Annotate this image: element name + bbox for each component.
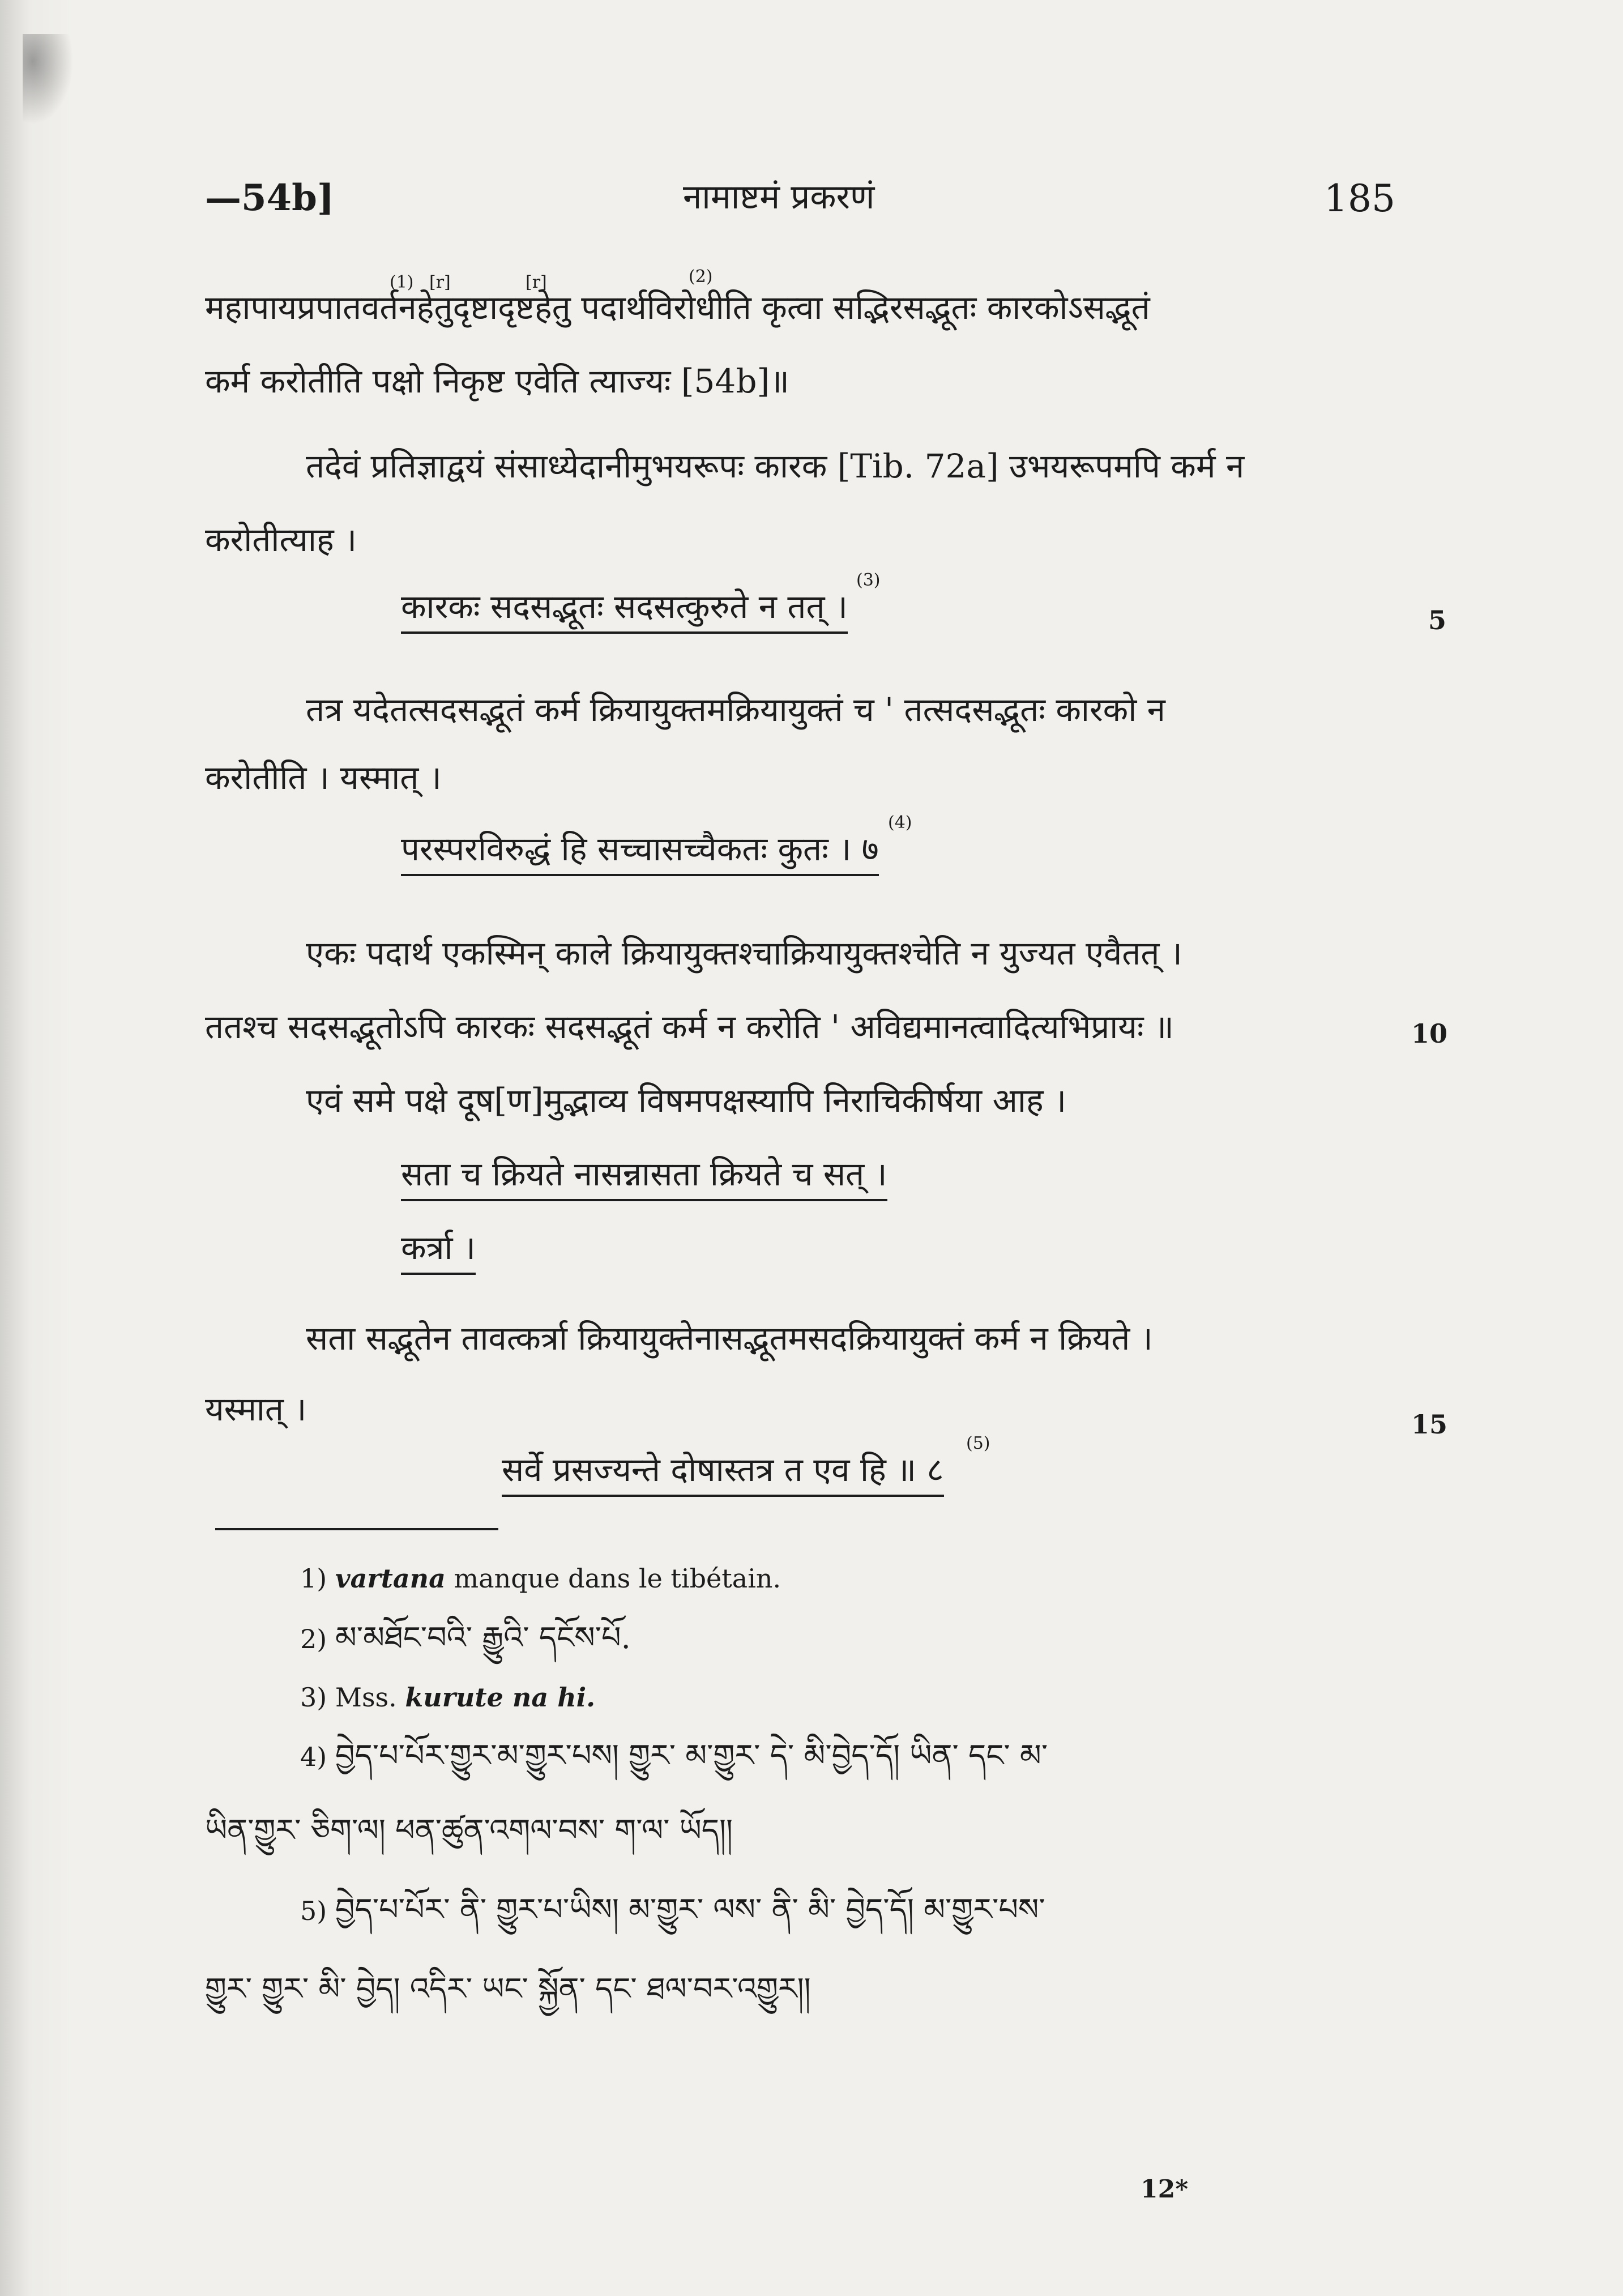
verse-line-1	[401, 588, 848, 626]
footnote-3	[300, 1682, 595, 1713]
footnote-4-number: 4)	[300, 1742, 327, 1772]
line-number-10: 10	[1411, 1018, 1448, 1049]
footnote-2-text: མ་མཐོང་བའི་ རྒྱུའི་ དངོས་པོ.	[335, 1620, 631, 1655]
footnote-1-term: vartana	[335, 1563, 446, 1594]
body-line-3: तदेवं प्रतिज्ञाद्वयं संसाध्येदानीमुभयरूपः कारक [Tib. 72a] उभयरूपमपि कर्म न	[306, 447, 1245, 485]
verse-text-3: सता च क्रियते नासन्नासता क्रियते च सत् ।	[401, 1155, 887, 1201]
editor-mark-r1: [r]	[429, 272, 451, 292]
footnote-2-number: 2)	[300, 1624, 327, 1654]
footnote-5-continued	[205, 1971, 811, 2008]
verse-line-3	[401, 1155, 887, 1193]
footnote-5-text-cont: གྱུར་ གྱུར་ མི་ བྱེད། འདིར་ ཡང་ སྐྱོན་ དང་ ཐལ་བར་འགྱུར།།	[205, 1971, 811, 2007]
footnote-1-number: 1)	[300, 1563, 327, 1594]
scan-corner-mark	[23, 34, 74, 125]
body-line-11: यस्मात् ।	[205, 1390, 307, 1428]
footnote-4-continued	[205, 1812, 733, 1849]
footnote-1-text: manque dans le tibétain.	[445, 1563, 781, 1594]
line-number-5: 5	[1428, 605, 1447, 635]
footnote-4-text-cont: ཡིན་གྱུར་ ཅིག་ལ། ཕན་ཚུན་འགལ་བས་ ག་ལ་ ཡོད།།	[205, 1812, 733, 1848]
running-header-left: —54b]	[205, 177, 335, 219]
footnote-marker-5: (5)	[966, 1433, 990, 1453]
body-line-1: महापायप्रपातवर्तनहेतुदृष्टादृष्टहेतु पदार्थविरोधीति कृत्वा सद्भिरसद्भूतः कारकोऽसद्भूतं	[205, 288, 1150, 327]
editor-mark-r2: [r]	[526, 272, 547, 292]
verse-text-2: परस्परविरुद्धं हि सच्चासच्चैकतः कुतः । ७	[401, 830, 879, 876]
verse-text-1: कारकः सदसद्भूतः सदसत्कुरुते न तत् ।	[401, 587, 848, 634]
body-line-9: एवं समे पक्षे दूष[ण]मुद्भाव्य विषमपक्षस्यापि निराचिकीर्षया आह ।	[306, 1081, 1067, 1120]
footnote-3-term: kurute na hi.	[405, 1682, 596, 1713]
footnote-marker-3: (3)	[856, 570, 881, 590]
footnote-marker-2: (2)	[689, 267, 713, 287]
footnote-5-text: བྱེད་པ་པོར་ ནི་ གྱུར་པ་ཡིས། མ་གྱུར་ ལས་ ནི་ མི་ བྱེད་དོ། མ་གྱུར་པས་	[335, 1892, 1045, 1927]
scan-edge-shadow	[0, 0, 74, 2296]
footnote-marker-4: (4)	[888, 813, 912, 833]
footnote-2	[300, 1620, 631, 1657]
verse-line-5	[502, 1451, 944, 1489]
body-line-6: करोतीति । यस्मात् ।	[205, 758, 442, 797]
footnote-rule	[215, 1528, 498, 1530]
line-number-15: 15	[1411, 1409, 1448, 1440]
body-line-2: कर्म करोतीति पक्षो निकृष्ट एवेति त्याज्यः [54b]॥	[205, 362, 789, 400]
verse-text-5: सर्वे प्रसज्यन्ते दोषास्तत्र त एव हि ॥ ८	[502, 1450, 944, 1497]
body-line-8: ततश्च सदसद्भूतोऽपि कारकः सदसद्भूतं कर्म न करोति ' अविद्यमानत्वादित्यभिप्रायः ॥	[205, 1008, 1174, 1046]
body-line-4: करोतीत्याह ।	[205, 520, 357, 559]
verse-text-4: कर्त्रा ।	[401, 1228, 476, 1275]
body-line-7: एकः पदार्थ एकस्मिन् काले क्रियायुक्तश्चाक्रियायुक्तश्चेति न युज्यत एवैतत् ।	[306, 934, 1182, 972]
footnote-1	[300, 1563, 781, 1594]
body-line-10: सता सद्भूतेन तावत्कर्त्रा क्रियायुक्तेनासद्भूतमसदक्रियायुक्तं कर्म न क्रियते ।	[306, 1319, 1153, 1358]
footnote-4-text: བྱེད་པ་པོར་གྱུར་མ་གྱུར་པས། གྱུར་ མ་གྱུར་ དེ་ མི་བྱེད་དོ། ཡིན་ དང་ མ་	[335, 1738, 1048, 1773]
footnote-4	[300, 1738, 1048, 1774]
footnote-5	[300, 1892, 1045, 1928]
page-number: 185	[1324, 177, 1395, 220]
body-line-5: तत्र यदेतत्सदसद्भूतं कर्म क्रियायुक्तमक्रियायुक्तं च ' तत्सदसद्भूतः कारको न	[306, 690, 1165, 729]
running-header-title: नामाष्टमं प्रकरणं	[683, 177, 875, 217]
verse-line-4	[401, 1229, 476, 1267]
sheet-signature: 12*	[1141, 2175, 1189, 2204]
footnote-marker-1: (1)	[390, 272, 414, 292]
footnote-5-number: 5)	[300, 1896, 327, 1926]
footnote-3-number: 3)	[300, 1682, 327, 1713]
verse-line-2	[401, 830, 879, 868]
footnote-3-text: Mss.	[335, 1682, 405, 1713]
